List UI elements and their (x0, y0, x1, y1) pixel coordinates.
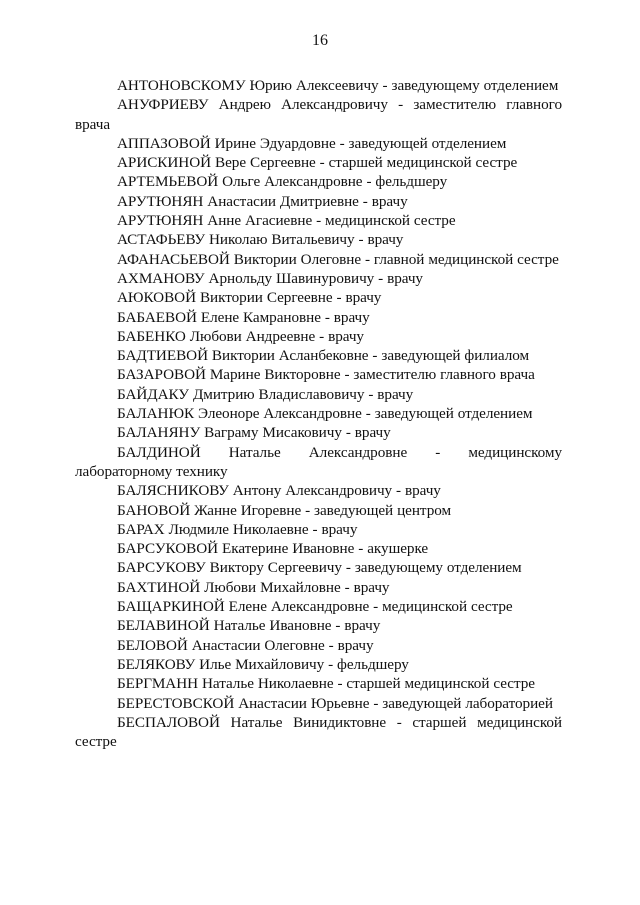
list-item: АППАЗОВОЙ Ирине Эдуардовне - заведующей отделением (117, 134, 507, 152)
list-item: БАЛДИНОЙ Наталье Александровне - медицинскому лабораторному технику (75, 443, 562, 480)
list-item: БАРАХ Людмиле Николаевне - врачу (117, 520, 358, 538)
list-item: АНУФРИЕВУ Андрею Александровичу - заместителю главного врача (75, 96, 562, 133)
list-item: БЕЛЯКОВУ Илье Михайловичу - фельдшеру (117, 655, 409, 673)
list-item: АРУТЮНЯН Анастасии Дмитриевне - врачу (117, 192, 408, 210)
list-item: БАБАЕВОЙ Елене Камрановне - врачу (117, 308, 370, 326)
list-item: БАНОВОЙ Жанне Игоревне - заведующей центром (117, 501, 452, 519)
list-item: АФАНАСЬЕВОЙ Виктории Олеговне - главной медицинской сестре (117, 250, 559, 268)
list-item: БАЛАНЯНУ Ваграму Мисаковичу - врачу (117, 424, 391, 442)
list-item: АРИСКИНОЙ Вере Сергеевне - старшей медицинской сестре (117, 154, 518, 172)
list-item: БЕРГМАНН Наталье Николаевне - старшей медицинской сестре (117, 675, 535, 693)
list-item: БАЛАНЮК Элеоноре Александровне - заведующей отделением (117, 405, 533, 423)
list-item: АСТАФЬЕВУ Николаю Витальевичу - врачу (117, 231, 404, 249)
list-item: БАЛЯСНИКОВУ Антону Александровичу - врачу (117, 482, 441, 500)
list-item: АНТОНОВСКОМУ Юрию Алексеевичу - заведующему отделением (117, 77, 559, 94)
page-number: 16 (312, 32, 328, 49)
list-item: БЕРЕСТОВСКОЙ Анастасии Юрьевне - заведующей лабораторией (117, 694, 553, 712)
list-item: БАЗАРОВОЙ Марине Викторовне - заместителю главного врача (117, 366, 535, 384)
list-item: БЕЛАВИНОЙ Наталье Ивановне - врачу (117, 617, 381, 635)
list-item: БАЙДАКУ Дмитрию Владиславовичу - врачу (117, 385, 414, 403)
list-item: БАРСУКОВОЙ Екатерине Ивановне - акушерке (117, 540, 429, 558)
list-item: БАЩАРКИНОЙ Елене Александровне - медицинской сестре (117, 598, 513, 616)
list-item: АХМАНОВУ Арнольду Шавинуровичу - врачу (117, 269, 423, 287)
list-item: АРТЕМЬЕВОЙ Ольге Александровне - фельдшеру (117, 173, 448, 191)
list-item: БАХТИНОЙ Любови Михайловне - врачу (117, 578, 390, 596)
award-list (75, 76, 562, 751)
list-item: БЕСПАЛОВОЙ Наталье Винидиктовне - старшей медицинской сестре (75, 713, 562, 751)
list-item: БАБЕНКО Любови Андреевне - врачу (117, 327, 364, 345)
list-item: БАДТИЕВОЙ Виктории Асланбековне - заведующей филиалом (117, 347, 530, 365)
list-item: БЕЛОВОЙ Анастасии Олеговне - врачу (117, 636, 374, 654)
list-item: АРУТЮНЯН Анне Агасиевне - медицинской сестре (117, 212, 456, 230)
list-item: АЮКОВОЙ Виктории Сергеевне - врачу (117, 289, 382, 307)
list-item: БАРСУКОВУ Виктору Сергеевичу - заведующему отделением (117, 559, 522, 577)
